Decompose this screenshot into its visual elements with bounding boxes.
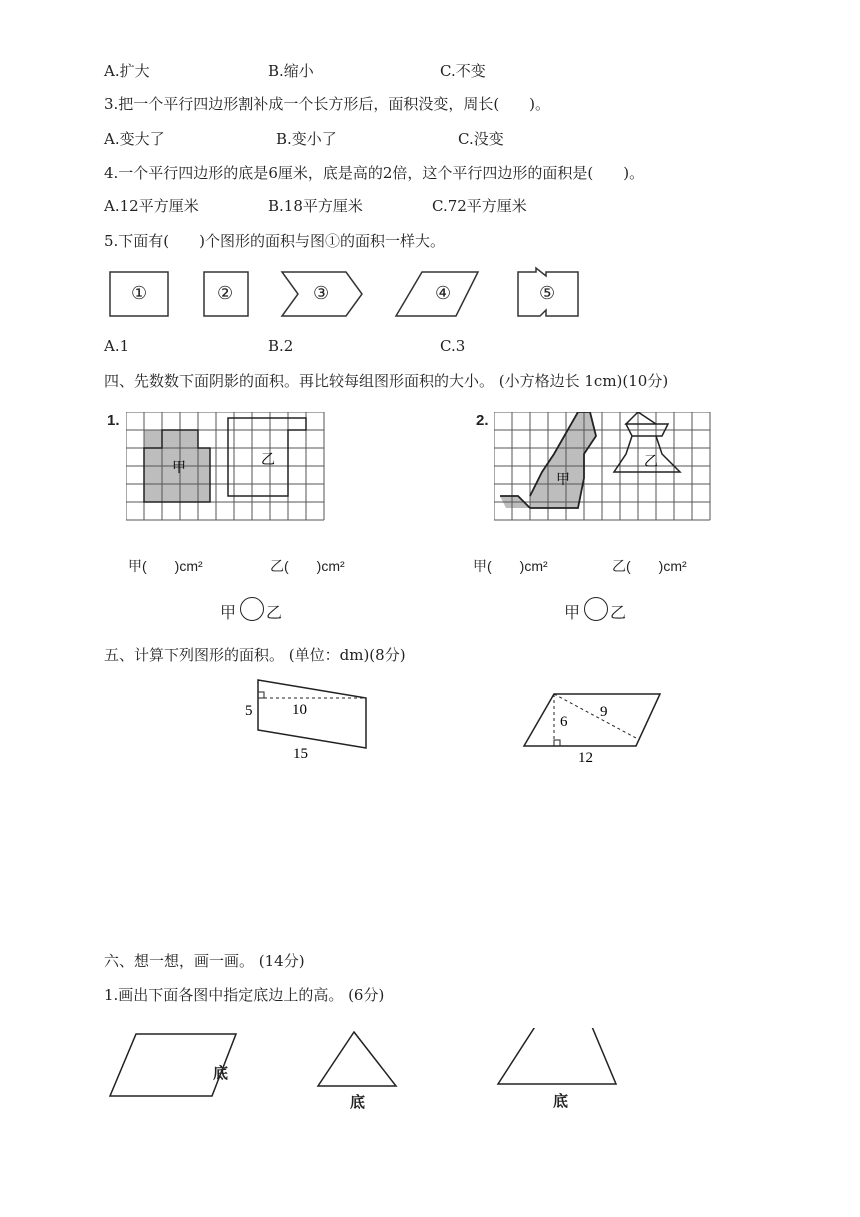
trap-label-top: 10 <box>292 702 307 718</box>
q3-option-c: C.没变 <box>458 130 504 148</box>
yi-area-blank-2: 乙( )cm² <box>612 558 687 574</box>
q4-option-a: A.12平方厘米 <box>104 197 199 215</box>
trap-label-bottom: 15 <box>293 746 308 762</box>
q5-option-c: C.3 <box>440 337 466 355</box>
compare-left-2: 甲 <box>564 605 581 622</box>
shape-label-3: ③ <box>313 283 330 304</box>
section4-title: 四、先数数下面阴影的面积。再比较每组图形面积的大小。 (小方格边长 1cm)(10分) <box>104 372 669 390</box>
jia-area-blank-1: 甲( )cm² <box>128 558 203 574</box>
q2-option-b: B.缩小 <box>268 62 314 80</box>
group2-number: 2. <box>476 412 489 429</box>
label-jia-1: 甲 <box>172 461 186 476</box>
para-label-diag: 9 <box>600 704 608 720</box>
section5-title: 五、计算下列图形的面积。 (单位：dm)(8分) <box>104 646 406 664</box>
yi-area-blank-1: 乙( )cm² <box>270 558 345 574</box>
trap-label-left: 5 <box>245 703 253 719</box>
compare-circle-1[interactable] <box>240 597 264 621</box>
q5-option-a: A.1 <box>104 337 130 355</box>
jia-area-blank-2: 甲( )cm² <box>473 558 548 574</box>
q2-option-a: A.扩大 <box>104 62 150 80</box>
compare-right-1: 乙 <box>266 605 283 622</box>
q3-question: 3.把一个平行四边形割补成一个长方形后，面积没变，周长( )。 <box>104 95 551 113</box>
s6-trapezoid <box>498 1028 616 1084</box>
compare-circle-2[interactable] <box>584 597 608 621</box>
q5-option-b: B.2 <box>268 337 294 355</box>
shape-label-2: ② <box>217 283 234 304</box>
trapezoid-figure <box>240 672 380 764</box>
grid-2 <box>494 412 712 534</box>
q2-option-c: C.不变 <box>440 62 486 80</box>
s6-triangle <box>318 1032 396 1086</box>
compare-left-1: 甲 <box>220 605 237 622</box>
shape-label-4: ④ <box>435 283 452 304</box>
para-label-base: 12 <box>578 750 593 766</box>
s6-base-label-3: 底 <box>553 1093 569 1110</box>
s6-base-label-2: 底 <box>350 1094 366 1111</box>
grid-1 <box>126 412 326 534</box>
q5-shapes <box>100 262 600 328</box>
q4-option-b: B.18平方厘米 <box>268 197 363 215</box>
q3-option-a: A.变大了 <box>104 130 165 148</box>
section6-title: 六、想一想，画一画。 (14分) <box>104 952 305 970</box>
q4-option-c: C.72平方厘米 <box>432 197 527 215</box>
label-yi-2: 乙 <box>644 455 658 470</box>
label-jia-2: 甲 <box>556 473 570 488</box>
label-yi-1: 乙 <box>261 453 275 468</box>
group1-number: 1. <box>107 412 120 429</box>
shape-label-1: ① <box>131 283 148 304</box>
q3-option-b: B.变小了 <box>276 130 337 148</box>
parallelogram-figure <box>518 686 668 768</box>
s6-base-label-1: 底 <box>213 1065 229 1082</box>
q4-question: 4.一个平行四边形的底是6厘米，底是高的2倍，这个平行四边形的面积是( )。 <box>104 164 645 182</box>
compare-right-2: 乙 <box>610 605 627 622</box>
q5-question: 5.下面有( )个图形的面积与图①的面积一样大。 <box>104 232 446 250</box>
section6-sub1: 1.画出下面各图中指定底边上的高。 (6分) <box>104 986 385 1004</box>
para-label-height: 6 <box>560 714 568 730</box>
shape-label-5: ⑤ <box>539 283 556 304</box>
